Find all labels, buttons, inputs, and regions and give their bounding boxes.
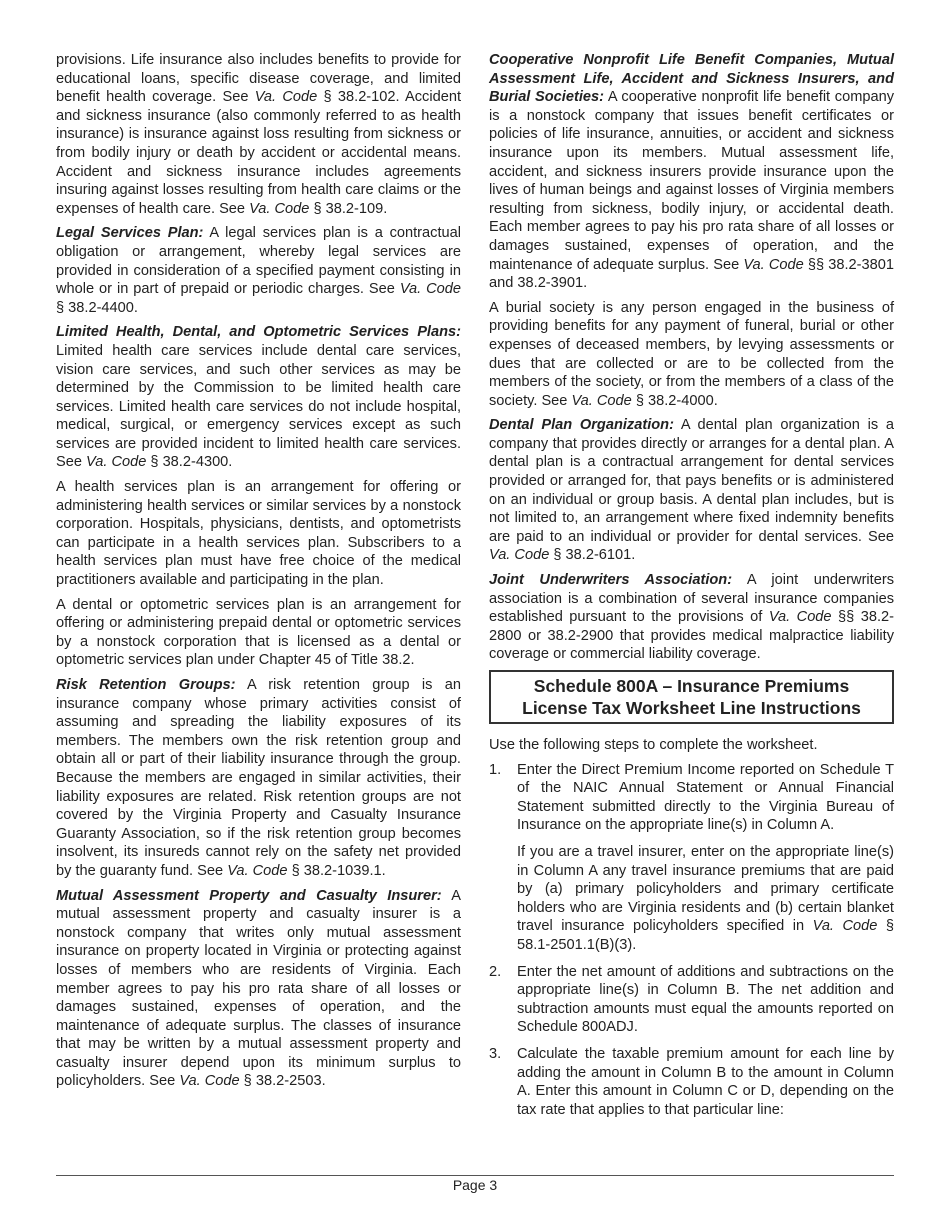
dental-plan-heading: Dental Plan Organization: [489, 417, 674, 434]
step-number: 2. [489, 963, 502, 980]
instruction-step [489, 963, 894, 1037]
mutual-assessment-heading: Mutual Assessment Property and Casualty Insurer: [56, 887, 442, 904]
schedule-800a-title-box [489, 670, 894, 724]
life-insurance-paragraph: provisions. Life insurance also includes benefits to provide for educational loans, specific disease coverage, and limited benefit health coverage. See Va. Code § 38.2-102. Accident and sickness insurance (also commonly referred to as health insurance) is insurance against loss resulting from sickness or from bodily injury or death by accident or accidental means. Accident and sickness insurance includes agreements insuring against losses resulting from health care claims or the expenses of health care. See Va. Code § 38.2-109. [56, 52, 462, 217]
risk-retention-heading: Risk Retention Groups: [56, 677, 236, 693]
step-text: Enter the Direct Premium Income reported on Schedule T of the NAIC Annual Statement or Annual Financial Statement submitted directly to the Virginia Bureau of Insurance on the appropriate line(s) in Column A. [517, 761, 894, 834]
step-number: 3. [489, 1045, 502, 1062]
legal-services-heading: Legal Services Plan: [56, 225, 204, 242]
left-column [56, 51, 461, 1097]
mutual-assessment-paragraph: Mutual Assessment Property and Casualty Insurer: A mutual assessment property and casualty insurer is a nonstock company that writes only mutual assessment insurance on property located in Virginia or protecting against losses of members who are residents of Virginia. Each member agrees to pay his pro rata share of all losses or damages sustained, expenses of operation, and the maintenance of adequate surplus. The classes of insurance that may be written by a mutual assessment property and casualty insurer depend upon its minimum surplus to policyholders. See Va. Code § 38.2-2503. [56, 887, 461, 1090]
instruction-steps [489, 761, 894, 1120]
step-text: Enter the net amount of additions and subtractions on the appropriate line(s) in Column B. The net addition and subtraction amounts must equal the amounts reported on Schedule 800ADJ. [517, 963, 894, 1036]
burial-society-paragraph: A burial society is any person engaged in the business of providing benefits for any payment of funeral, burial or other expenses of deceased members, by levying assessments or dues that are collected or are to be collected from the members of the society, or from the members of a class of the society. See Va. Code § 38.2-4000. [489, 299, 894, 409]
footer-divider [56, 1175, 894, 1176]
dental-optometric-paragraph: A dental or optometric services plan is an arrangement for offering or administering prepaid dental or optometric services by a nonstock corporation that is licensed as a dental or optometric services plan under Chapter 45 of Title 38.2. [56, 596, 461, 669]
health-services-paragraph: A health services plan is an arrangement for offering or administering health services or similar services by a nonstock corporation. Hospitals, physicians, dentists, and optometrists can participate in a health services plan. Subscribers to a health services plan must have free choice of the medical practitioners available and participating in the plan. [56, 479, 461, 589]
step-text: Calculate the taxable premium amount for each line by adding the amount in Column B to the amount in Column A. Enter this amount in Column C or D, depending on the tax rate that applies to that particular line: [517, 1045, 894, 1118]
right-column [489, 51, 894, 1127]
cooperative-nonprofit-paragraph: Cooperative Nonprofit Life Benefit Companies, Mutual Assessment Life, Accident and Sickness Insurers, and Burial Societies: A cooperative nonprofit life benefit company is a nonstock company that issues benefit certificates or policies of life insurance, annuities, or accident and sickness insurance upon its members. Mutual assessment life, accident, and sickness insurers provide insurance upon the lives of human beings and against losses of Virginia members resulting from sickness, bodily injury, or accidental death. Each member agrees to pay his pro rata share of all losses or damages sustained, expenses of operation, and the maintenance of adequate surplus. See Va. Code §§ 38.2-3801 and 38.2-3901. [489, 52, 894, 292]
limited-health-paragraph: Limited Health, Dental, and Optometric Services Plans: Limited health care services include dental care services, vision care services, and such other services as may be determined by the Commission to be limited health care services. Limited health care services do not include hospital, medical, surgical, or emergency services except as such services are provided incident to limited health care services. See Va. Code § 38.2-4300. [56, 324, 461, 471]
step-subparagraph: If you are a travel insurer, enter on the appropriate line(s) in Column A any travel insurance premiums that are paid by (a) primary policyholders and primary certificate holders who are Virginia residents and (b) certain blanket travel insurance policyholders specified in Va. Code § 58.1-2501.1(B)(3). [517, 843, 895, 953]
risk-retention-paragraph: Risk Retention Groups: A risk retention group is an insurance company whose primary activities consist of assuming and spreading the liability exposures of its members. The members own the risk retention group and obtain all or part of their liability insurance through the group. Because the members are engaged in similar activities, their liability exposures are related. Risk retention groups are not covered by the Virginia Property and Casualty Insurance Guaranty Association, so if the risk retention group becomes insolvent, its insureds cannot rely on the safety net provided by the guaranty fund. See Va. Code § 38.2-1039.1. [56, 677, 461, 879]
section-title-line2: License Tax Worksheet Line Instructions [522, 698, 861, 718]
instruction-step [489, 1045, 894, 1119]
joint-underwriters-heading: Joint Underwriters Association: [489, 572, 733, 589]
step-number: 1. [489, 761, 502, 778]
instructions-intro: Use the following steps to complete the worksheet. [489, 737, 818, 753]
dental-plan-paragraph: Dental Plan Organization: A dental plan organization is a company that provides directly or arranges for a dental plan. A dental plan is a contractual arrangement for dental services provided or arranged for, that pays benefits or is administered on an individual or group basis. A dental plan includes, but is not limited to, an arrangement where fixed indemnity benefits are paid to an individual or provider for dental services. See Va. Code § 38.2-6101. [489, 417, 894, 564]
instruction-step [489, 761, 894, 955]
section-title-line1: Schedule 800A – Insurance Premiums [533, 676, 850, 696]
legal-services-paragraph: Legal Services Plan: A legal services plan is a contractual obligation or arrangement, whereby legal services are provided in consideration of a specified payment consisting in whole or in part of prepaid or periodic charges. See Va. Code § 38.2-4400. [56, 225, 461, 316]
limited-health-heading: Limited Health, Dental, and Optometric Services Plans: [56, 324, 461, 341]
cooperative-nonprofit-heading: Cooperative Nonprofit Life Benefit Companies, Mutual Assessment Life, Accident and Sickness Insurers, and Burial Societies: [489, 52, 894, 106]
page-number: Page 3 [452, 1177, 498, 1193]
joint-underwriters-paragraph: Joint Underwriters Association: A joint underwriters association is a combination of several insurance companies established pursuant to the provisions of Va. Code §§ 38.2-2800 or 38.2-2900 that provides medical malpractice liability coverage or commercial liability coverage. [489, 572, 894, 663]
